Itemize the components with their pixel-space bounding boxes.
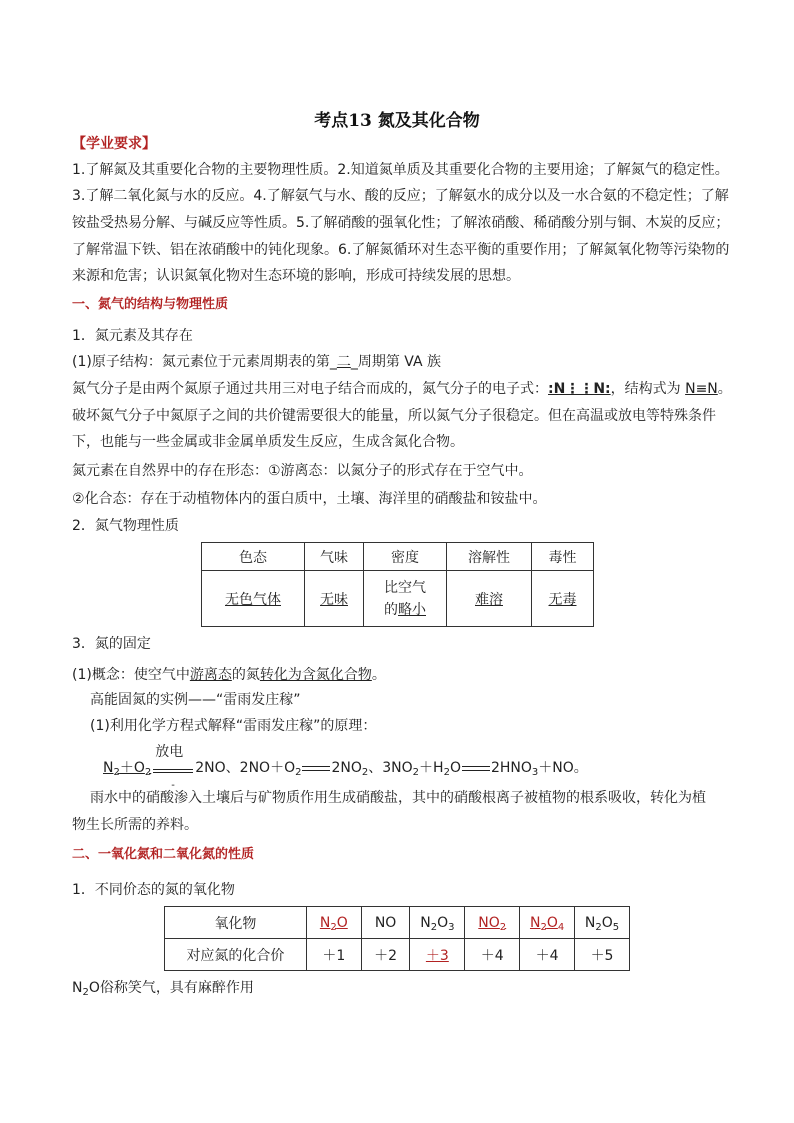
table-header: 色态 [202,543,305,571]
nitrogen-properties-table [201,542,594,627]
chemical-equation: $N_2+O_2$ 放电 - 2NO、$2NO+O_2$ $2NO_2$、$3NO_2+H_2O$ $2HNO_3+NO$。 [103,743,723,783]
reaction-dash: - [171,780,175,791]
subsection-heading: 1．不同价态的氮的氧化物 [72,882,235,898]
paragraph: 氮元素在自然界中的存在形态：①游离态：以氮分子的形式存在于空气中。 [72,463,533,479]
requirements-line: 了解常温下铁、铝在浓硝酸中的钝化现象。6.了解氮循环对生态平衡的重要作用；了解氮氧化物等污染物的 [72,242,730,258]
paragraph: 物生长所需的养料。 [72,817,198,833]
text: (1)概念：使空气中 [72,667,190,683]
table-cell: $N_2O$ [306,907,361,939]
requirements-line: 来源和危害；认识氮氧化物对生态环境的影响，形成可持续发展的思想。 [72,268,520,284]
structural-formula: N≡N [685,381,718,397]
table-cell [364,571,447,627]
subsection-heading: 1．氮元素及其存在 [72,328,193,344]
answer-blank: 转化为含氮化合物 [259,667,372,683]
reaction-arrow [151,744,195,791]
answer-blank: 二 [336,354,351,370]
table-header: 溶解性 [447,543,532,571]
paragraph [72,379,732,399]
paragraph: (1)原子结构：氮元素位于元素周期表的第_二_周期第 VA 族 [72,354,442,370]
requirements-line: 1.了解氮及其重要化合物的主要物理性质。2.知道氮单质及其重要化合物的主要用途；了解氮气的稳定性。 [72,162,729,178]
table-cell: ＋4 [520,939,575,971]
cell-value: 无味 [320,591,348,608]
table-cell: ＋1 [306,939,361,971]
table-cell: ＋5 [575,939,630,971]
table-header: 密度 [364,543,447,571]
paragraph [72,665,386,685]
cell-value: 无毒 [548,591,577,608]
table-cell [410,939,465,971]
cell-value: 的 [384,601,398,618]
table-cell: NO [361,907,410,939]
cell-value: 无色气体 [225,591,281,608]
table-cell: ＋4 [465,939,520,971]
paragraph: 雨水中的硝酸渗入土壤后与矿物质作用生成硝酸盐，其中的硝酸根离子被植物的根系吸收，转化为植 [90,790,706,806]
paragraph: 高能固氮的实例——“雷雨发庄稼” [90,692,301,708]
paragraph: $N_2O$俗称笑气，具有麻醉作用 [72,980,254,998]
text: 氮气分子是由两个氮原子通过共用三对电子结合而成的，氮气分子的电子式： [72,381,548,397]
answer-blank: 游离态 [189,667,232,683]
section-1-heading: 一、氮气的结构与物理性质 [72,297,229,312]
cell-value: 略小 [398,601,426,618]
cell-value: 难溶 [475,591,503,608]
text: ，结构式为 [610,381,686,397]
requirements-line: 3.了解二氧化氮与水的反应。4.了解氨气与水、酸的反应；了解氨水的成分以及一水合氨的不稳定性；了解 [72,188,729,204]
table-cell: $N_2O_4$ [520,907,575,939]
text: (1)原子结构：氮元素位于元素周期表的第 [72,354,330,370]
section-2-heading: 二、一氧化氮和二氧化氮的性质 [72,847,255,862]
text: 。 [371,667,386,683]
subsection-heading: 2．氮气物理性质 [72,518,179,534]
table-cell [447,571,532,627]
reaction-condition: 放电 [155,744,184,760]
requirements-heading: 【学业要求】 [72,136,156,152]
table-cell: $NO_2$ [465,907,520,939]
table-cell [202,571,305,627]
electron-formula: :N⋮⋮N: [548,381,611,397]
nitrogen-oxides-table [164,906,630,971]
paragraph: 下，也能与一些金属或非金属单质发生反应，生成含氮化合物。 [72,434,464,450]
table-header: 毒性 [532,543,594,571]
table-header: 气味 [305,543,364,571]
cell-value: ＋3 [425,947,449,964]
text: 的氮 [231,667,260,683]
table-cell: $N_2O_3$ [410,907,465,939]
table-header: 对应氮的化合价 [165,939,307,971]
paragraph: ②化合态：存在于动植物体内的蛋白质中，土壤、海洋里的硝酸盐和铵盐中。 [72,491,547,507]
table-header: 氧化物 [165,907,307,939]
subsection-heading: 3．氮的固定 [72,636,151,652]
cell-value: 比空气 [384,579,426,596]
page-title: 考点13 氮及其化合物 [314,111,480,131]
table-cell: $N_2O_5$ [575,907,630,939]
table-cell: ＋2 [361,939,410,971]
table-cell [532,571,594,627]
paragraph: 破坏氮气分子中氮原子之间的共价键需要很大的能量，所以氮气分子很稳定。但在高温或放电等特殊条件 [72,408,716,424]
text: 。 [717,381,732,397]
paragraph: (1)利用化学方程式解释“雷雨发庄稼”的原理： [90,718,377,734]
requirements-line: 铵盐受热易分解、与碱反应等性质。5.了解硝酸的强氧化性；了解浓硝酸、稀硝酸分别与铜、木炭的反应； [72,215,730,231]
text: 俗称笑气，具有麻醉作用 [99,980,254,996]
table-cell [305,571,364,627]
text: 周期第 VA 族 [357,354,442,370]
